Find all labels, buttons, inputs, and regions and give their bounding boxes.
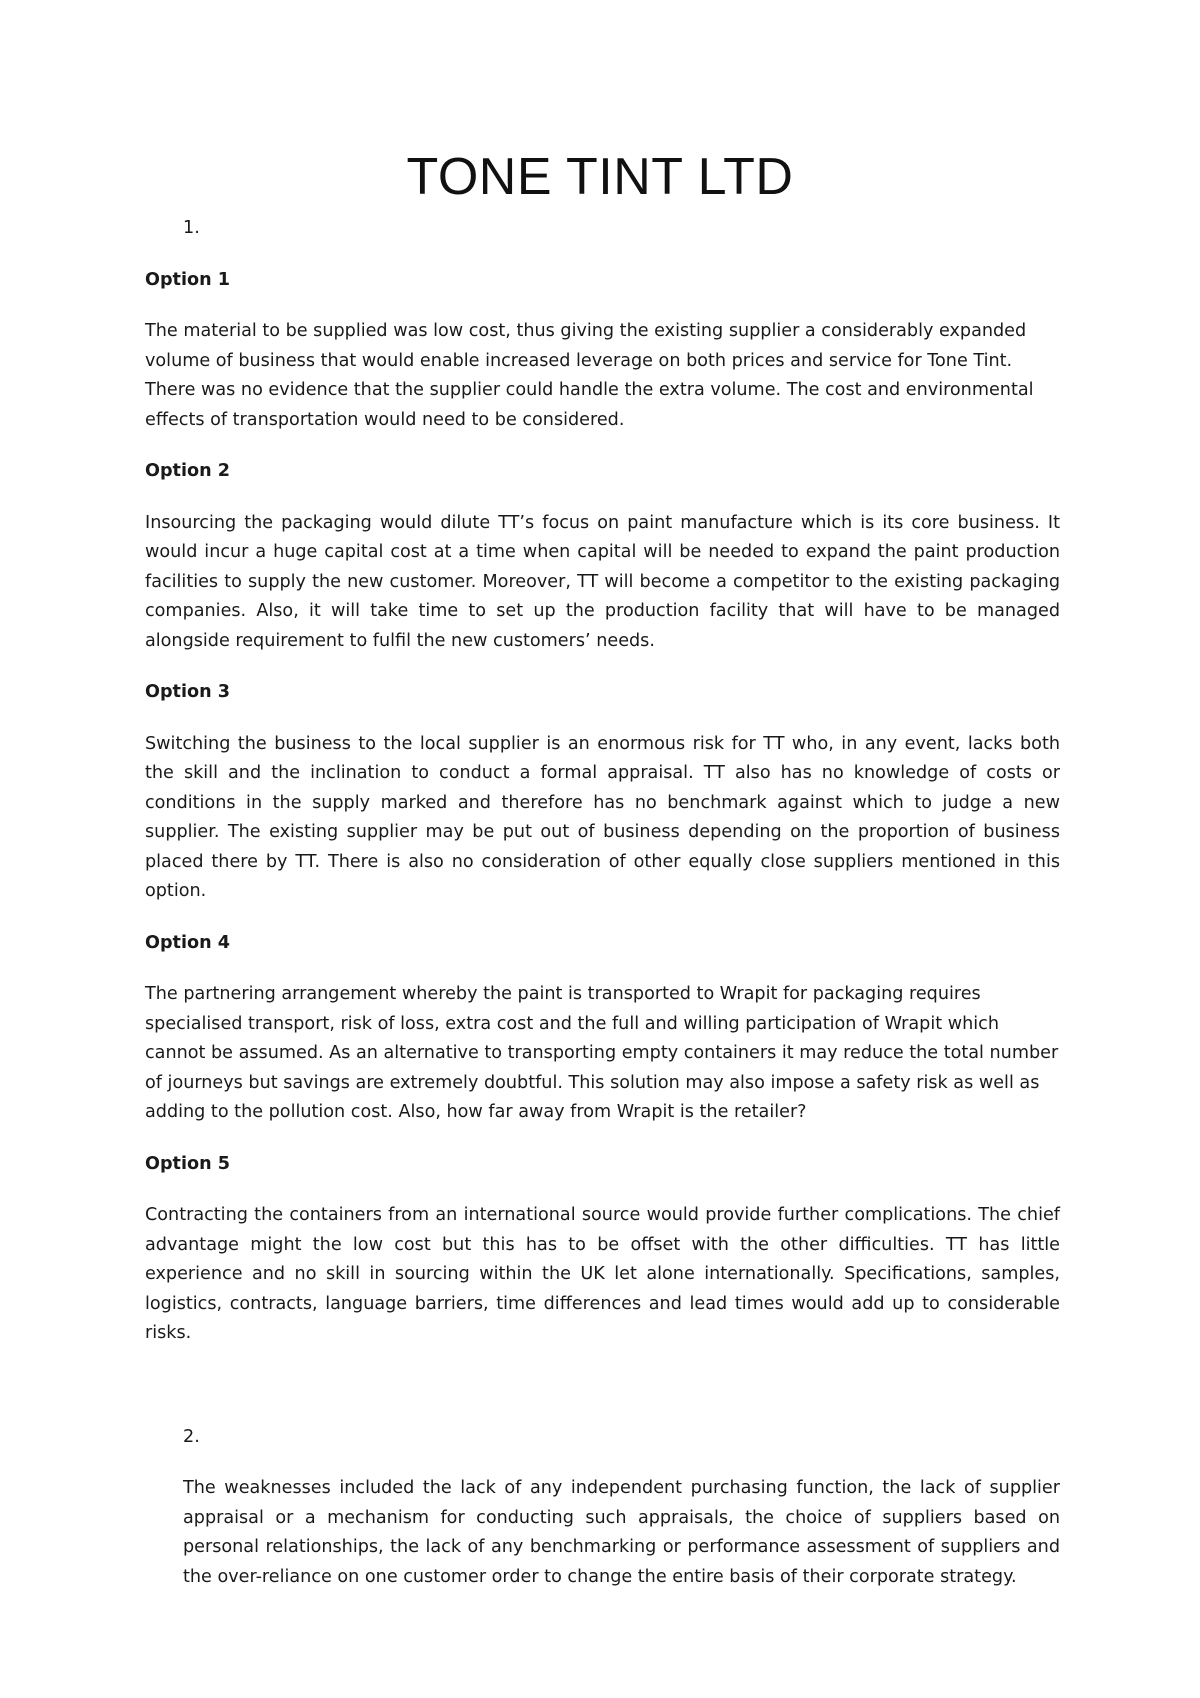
option-2-text: Insourcing the packaging would dilute TT’s focus on paint manufacture which is its core business. It would incur a huge capital cost at a time when capital will be needed to expand the paint production facilities to supply the new customer. Moreover, TT will become a competitor to the existing packaging companies. Also, it will take time to set up the production facility that will have to be managed alongside requirement to fulfil the new customers’ needs. [145,512,1060,651]
option-1-heading: Option 1 [145,269,230,290]
option-5-text: Contracting the containers from an international source would provide further complications. The chief advantage might the low cost but this has to be offset with the other difficulties. TT has little experience and no skill in sourcing within the UK let alone internationally. Specifications, samples, logistics, contracts, language barriers, time differences and lead times would add up to considerable risks. [145,1205,1060,1343]
option-3-heading: Option 3 [145,682,230,702]
option-4-section [145,929,1060,1128]
option-5-section [145,1150,1060,1349]
option-2-section [145,457,1060,656]
option-4-text: The partnering arrangement whereby the paint is transported to Wrapit for packaging requires specialised transport, risk of loss, extra cost and the full and willing participation of Wrapit which cannot be assumed. As an alternative to transporting empty containers it may reduce the total number of journeys but savings are extremely doubtful. This solution may also impose a safety risk as well as adding to the pollution cost. Also, how far away from Wrapit is the retailer? [145,984,1059,1122]
option-5-heading: Option 5 [145,1153,230,1174]
document-title: TONE TINT LTD [406,148,794,206]
question-2-section [183,1423,1060,1593]
option-3-text: Switching the business to the local supplier is an enormous risk for TT who, in any event, lacks both the skill and the inclination to conduct a formal appraisal. TT also has no knowledge of costs or conditions in the supply marked and therefore has no benchmark against which to judge a new supplier. The existing supplier may be put out of business depending on the proportion of business placed there by TT. There is also no consideration of other equally close suppliers mentioned in this option. [145,733,1060,901]
section-spacer [145,1371,1060,1423]
question-2-text: The weaknesses included the lack of any independent purchasing function, the lack of supplier appraisal or a mechanism for conducting such appraisals, the choice of suppliers based on personal relationships, the lack of any benchmarking or performance assessment of suppliers and the over-reliance on one customer order to change the entire basis of their corporate strategy. [183,1478,1060,1587]
option-3-section [145,678,1060,907]
document-body [145,214,1060,1614]
option-1-text: The material to be supplied was low cost, thus giving the existing supplier a considerably expanded volume of business that would enable increased leverage on both prices and service for Tone Tint. There was no evidence that the supplier could handle the extra volume. The cost and environmental effects of transportation would need to be considered. [145,321,1034,430]
question-2-number: 2. [183,1426,200,1447]
option-4-heading: Option 4 [145,932,230,953]
option-2-heading: Option 2 [145,461,230,481]
question-1-number: 1. [183,218,200,238]
option-1-section [145,266,1060,436]
